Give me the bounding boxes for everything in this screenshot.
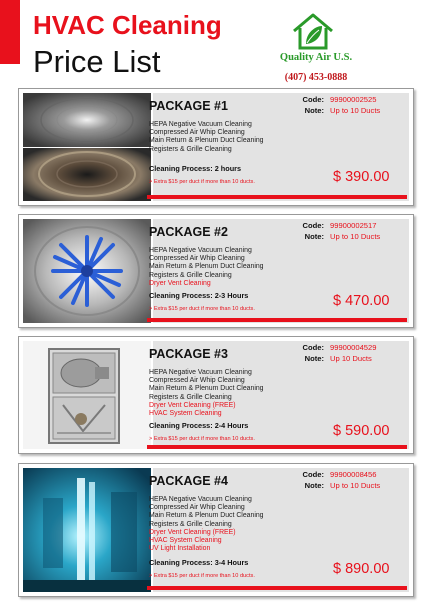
package-2-features [149, 247, 264, 288]
feature-item: Compressed Air Whip Cleaning [149, 129, 245, 137]
feature-item: Main Return & Plenum Duct Cleaning [149, 137, 264, 145]
package-4-price: $ 890.00 [333, 561, 390, 577]
package-card-3 [18, 336, 414, 454]
package-3-process: Cleaning Process: 2-4 Hours [149, 421, 249, 430]
package-2-price: $ 470.00 [333, 293, 390, 309]
package-1-photo [23, 93, 151, 201]
package-1-underline [147, 195, 407, 199]
package-3-extra-note: > Extra $15 per duct if more than 10 ducts. [149, 436, 255, 442]
package-4-name: PACKAGE #4 [149, 474, 228, 488]
package-3-underline [147, 445, 407, 449]
page-title: HVAC Cleaning [33, 10, 222, 40]
package-2-code: Code: 99900002517 [302, 221, 377, 230]
package-1-price: $ 390.00 [333, 169, 390, 185]
feature-item: Registers & Grille Cleaning [149, 520, 232, 528]
feature-item: HEPA Negative Vacuum Cleaning [149, 496, 252, 503]
feature-item: Main Return & Plenum Duct Cleaning [149, 385, 264, 393]
package-2-photo [23, 219, 151, 323]
page-subtitle: Price List [33, 44, 161, 79]
feature-item: HEPA Negative Vacuum Cleaning [149, 121, 252, 128]
package-card-1 [18, 88, 414, 206]
package-2-process: Cleaning Process: 2-3 Hours [149, 291, 249, 300]
package-1-name: PACKAGE #1 [149, 99, 228, 113]
brand-name: Quality Air U.S. [279, 52, 353, 63]
package-3-name: PACKAGE #3 [149, 347, 228, 361]
feature-item: Compressed Air Whip Cleaning [149, 255, 245, 263]
package-3-code: Code: 99900004529 [302, 343, 377, 352]
phone-number: (407) 453-0888 [284, 72, 348, 83]
package-1-extra-note: > Extra $15 per duct if more than 10 ducts. [149, 179, 255, 185]
feature-item: HEPA Negative Vacuum Cleaning [149, 247, 252, 254]
feature-item: Registers & Grille Cleaning [149, 145, 232, 153]
feature-item: Compressed Air Whip Cleaning [149, 377, 245, 385]
feature-item: HEPA Negative Vacuum Cleaning [149, 369, 252, 376]
feature-item: Main Return & Plenum Duct Cleaning [149, 512, 264, 520]
package-4-process: Cleaning Process: 3-4 Hours [149, 558, 249, 567]
package-1-note: Note: Up to 10 Ducts [304, 106, 381, 115]
package-card-2 [18, 214, 414, 328]
package-4-photo [23, 468, 151, 592]
package-2-note: Note: Up to 10 Ducts [304, 232, 381, 241]
package-4-extra-note: > Extra $15 per duct if more than 10 ducts. [149, 573, 255, 579]
package-card-4 [18, 463, 414, 597]
red-accent-bar [0, 0, 20, 64]
package-3-photo [23, 341, 151, 449]
house-leaf-logo-icon [292, 12, 334, 50]
feature-extra-item: HVAC System Cleaning [149, 537, 222, 545]
package-1-features [149, 121, 264, 154]
feature-extra-item: Dryer Vent Cleaning [149, 279, 211, 287]
feature-extra-item: Dryer Vent Cleaning (FREE) [149, 528, 236, 536]
feature-item: Registers & Grille Cleaning [149, 393, 232, 401]
package-1-process: Cleaning Process: 2 hours [149, 164, 242, 173]
feature-extra-item: Dryer Vent Cleaning (FREE) [149, 401, 236, 409]
feature-extra-item: HVAC System Cleaning [149, 410, 222, 418]
package-3-price: $ 590.00 [333, 423, 390, 439]
package-3-note: Note: Up 10 Ducts [304, 354, 372, 363]
package-4-code: Code: 99900008456 [302, 470, 377, 479]
package-1-code: Code: 99900002525 [302, 95, 377, 104]
package-3-features [149, 369, 264, 418]
feature-extra-item: UV Light Installation [149, 545, 211, 553]
package-2-underline [147, 318, 407, 322]
package-4-underline [147, 586, 407, 590]
package-2-extra-note: > Extra $15 per duct if more than 10 ducts. [149, 306, 255, 312]
feature-item: Main Return & Plenum Duct Cleaning [149, 263, 264, 271]
package-2-name: PACKAGE #2 [149, 225, 228, 239]
package-4-note: Note: Up to 10 Ducts [304, 481, 381, 490]
feature-item: Registers & Grille Cleaning [149, 271, 232, 279]
package-4-features [149, 496, 264, 553]
feature-item: Compressed Air Whip Cleaning [149, 504, 245, 512]
